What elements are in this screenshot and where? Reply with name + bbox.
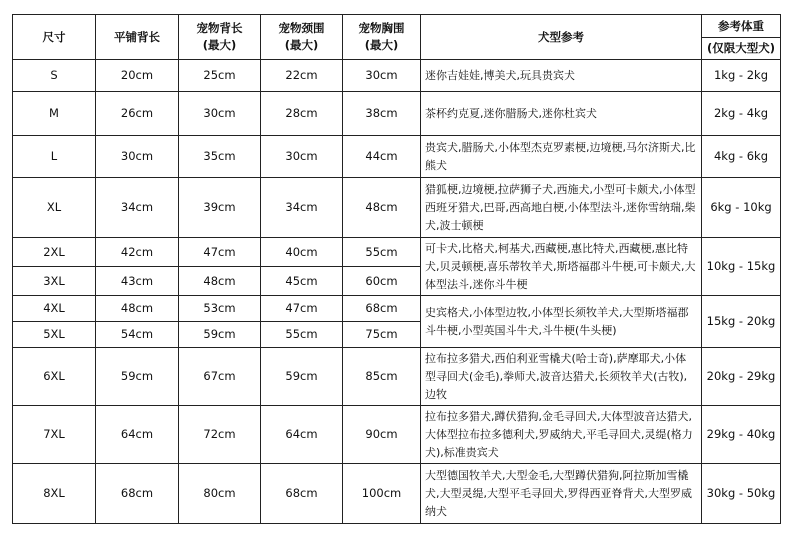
size-cell: S (13, 60, 96, 92)
pet-back-cell: 35cm (179, 136, 261, 178)
pet-chest-cell: 85cm (343, 348, 421, 406)
flat-back-cell: 20cm (96, 60, 179, 92)
weight-cell: 10kg - 15kg (702, 238, 781, 296)
header-pet-back-label: 宠物背长 (196, 21, 243, 35)
breed-cell: 大型德国牧羊犬,大型金毛,大型蹲伏猎狗,阿拉斯加雪橇犬,大型灵缇,大型平毛寻回犬,罗得西亚脊背犬,大型罗威纳犬 (421, 464, 702, 524)
pet-chest-cell: 75cm (343, 322, 421, 348)
pet-back-cell: 53cm (179, 296, 261, 322)
flat-back-cell: 48cm (96, 296, 179, 322)
pet-chest-cell: 68cm (343, 296, 421, 322)
header-pet-neck (261, 15, 343, 60)
size-cell: 7XL (13, 406, 96, 464)
size-cell: 6XL (13, 348, 96, 406)
pet-neck-cell: 47cm (261, 296, 343, 322)
pet-neck-cell: 55cm (261, 322, 343, 348)
flat-back-cell: 30cm (96, 136, 179, 178)
header-pet-chest-label: 宠物胸围 (358, 21, 405, 35)
header-pet-back (179, 15, 261, 60)
breed-cell: 史宾格犬,小体型边牧,小体型长须牧羊犬,大型斯塔福郡斗牛梗,小型英国斗牛犬,斗牛梗(牛头梗) (421, 296, 702, 348)
size-cell: L (13, 136, 96, 178)
header-pet-neck-label: 宠物颈围 (278, 21, 325, 35)
table-row (13, 464, 781, 524)
pet-chest-cell: 38cm (343, 92, 421, 136)
header-breed: 犬型参考 (421, 15, 702, 60)
breed-cell: 贵宾犬,腊肠犬,小体型杰克罗素梗,边境梗,马尔济斯犬,比熊犬 (421, 136, 702, 178)
breed-cell: 茶杯约克夏,迷你腊肠犬,迷你杜宾犬 (421, 92, 702, 136)
flat-back-cell: 34cm (96, 178, 179, 238)
weight-cell: 15kg - 20kg (702, 296, 781, 348)
pet-neck-cell: 68cm (261, 464, 343, 524)
pet-neck-cell: 34cm (261, 178, 343, 238)
pet-chest-cell: 30cm (343, 60, 421, 92)
pet-back-cell: 25cm (179, 60, 261, 92)
breed-cell: 拉布拉多猎犬,蹲伏猎狗,金毛寻回犬,大体型波音达猎犬,大体型拉布拉多德利犬,罗威纳犬,平毛寻回犬,灵缇(格力犬),标准贵宾犬 (421, 406, 702, 464)
pet-back-cell: 47cm (179, 238, 261, 267)
flat-back-cell: 68cm (96, 464, 179, 524)
size-chart-table (12, 14, 781, 524)
pet-neck-cell: 64cm (261, 406, 343, 464)
flat-back-cell: 54cm (96, 322, 179, 348)
header-flat-back: 平铺背长 (96, 15, 179, 60)
pet-chest-cell: 48cm (343, 178, 421, 238)
flat-back-cell: 42cm (96, 238, 179, 267)
size-cell: 3XL (13, 267, 96, 296)
weight-cell: 6kg - 10kg (702, 178, 781, 238)
size-cell: 4XL (13, 296, 96, 322)
breed-cell: 猎狐梗,边境梗,拉萨狮子犬,西施犬,小型可卡颇犬,小体型西班牙猎犬,巴哥,西高地白梗,小体型法斗,迷你雪纳瑞,柴犬,波士顿梗 (421, 178, 702, 238)
pet-chest-cell: 55cm (343, 238, 421, 267)
pet-chest-cell: 100cm (343, 464, 421, 524)
header-weight-note: (仅限大型犬) (702, 38, 781, 60)
weight-cell: 29kg - 40kg (702, 406, 781, 464)
table-row (13, 238, 781, 267)
pet-back-cell: 67cm (179, 348, 261, 406)
pet-back-cell: 59cm (179, 322, 261, 348)
size-cell: 5XL (13, 322, 96, 348)
pet-chest-cell: 60cm (343, 267, 421, 296)
flat-back-cell: 26cm (96, 92, 179, 136)
pet-neck-cell: 45cm (261, 267, 343, 296)
pet-chest-cell: 44cm (343, 136, 421, 178)
header-weight: 参考体重 (702, 15, 781, 38)
table-row (13, 92, 781, 136)
header-pet-back-note: (最大) (202, 38, 237, 52)
header-pet-chest (343, 15, 421, 60)
breed-cell: 迷你吉娃娃,博美犬,玩具贵宾犬 (421, 60, 702, 92)
table-row (13, 296, 781, 322)
pet-back-cell: 48cm (179, 267, 261, 296)
size-cell: XL (13, 178, 96, 238)
table-row (13, 136, 781, 178)
weight-cell: 20kg - 29kg (702, 348, 781, 406)
pet-neck-cell: 28cm (261, 92, 343, 136)
header-size: 尺寸 (13, 15, 96, 60)
breed-cell: 拉布拉多猎犬,西伯利亚雪橇犬(哈士奇),萨摩耶犬,小体型寻回犬(金毛),拳师犬,波音达猎犬,长须牧羊犬(古牧),边牧 (421, 348, 702, 406)
pet-neck-cell: 22cm (261, 60, 343, 92)
pet-back-cell: 39cm (179, 178, 261, 238)
header-pet-neck-note: (最大) (284, 38, 319, 52)
weight-cell: 4kg - 6kg (702, 136, 781, 178)
pet-back-cell: 72cm (179, 406, 261, 464)
size-cell: M (13, 92, 96, 136)
pet-back-cell: 30cm (179, 92, 261, 136)
header-pet-chest-note: (最大) (364, 38, 399, 52)
weight-cell: 30kg - 50kg (702, 464, 781, 524)
weight-cell: 1kg - 2kg (702, 60, 781, 92)
table-row (13, 178, 781, 238)
flat-back-cell: 64cm (96, 406, 179, 464)
breed-cell: 可卡犬,比格犬,柯基犬,西藏梗,惠比特犬,西藏梗,惠比特犬,贝灵顿梗,喜乐蒂牧羊犬,斯塔福郡斗牛梗,可卡颇犬,大体型法斗,迷你斗牛梗 (421, 238, 702, 296)
size-cell: 8XL (13, 464, 96, 524)
pet-chest-cell: 90cm (343, 406, 421, 464)
pet-back-cell: 80cm (179, 464, 261, 524)
pet-neck-cell: 40cm (261, 238, 343, 267)
table-row (13, 406, 781, 464)
pet-neck-cell: 30cm (261, 136, 343, 178)
pet-neck-cell: 59cm (261, 348, 343, 406)
flat-back-cell: 43cm (96, 267, 179, 296)
weight-cell: 2kg - 4kg (702, 92, 781, 136)
table-row (13, 60, 781, 92)
size-cell: 2XL (13, 238, 96, 267)
table-row (13, 348, 781, 406)
flat-back-cell: 59cm (96, 348, 179, 406)
